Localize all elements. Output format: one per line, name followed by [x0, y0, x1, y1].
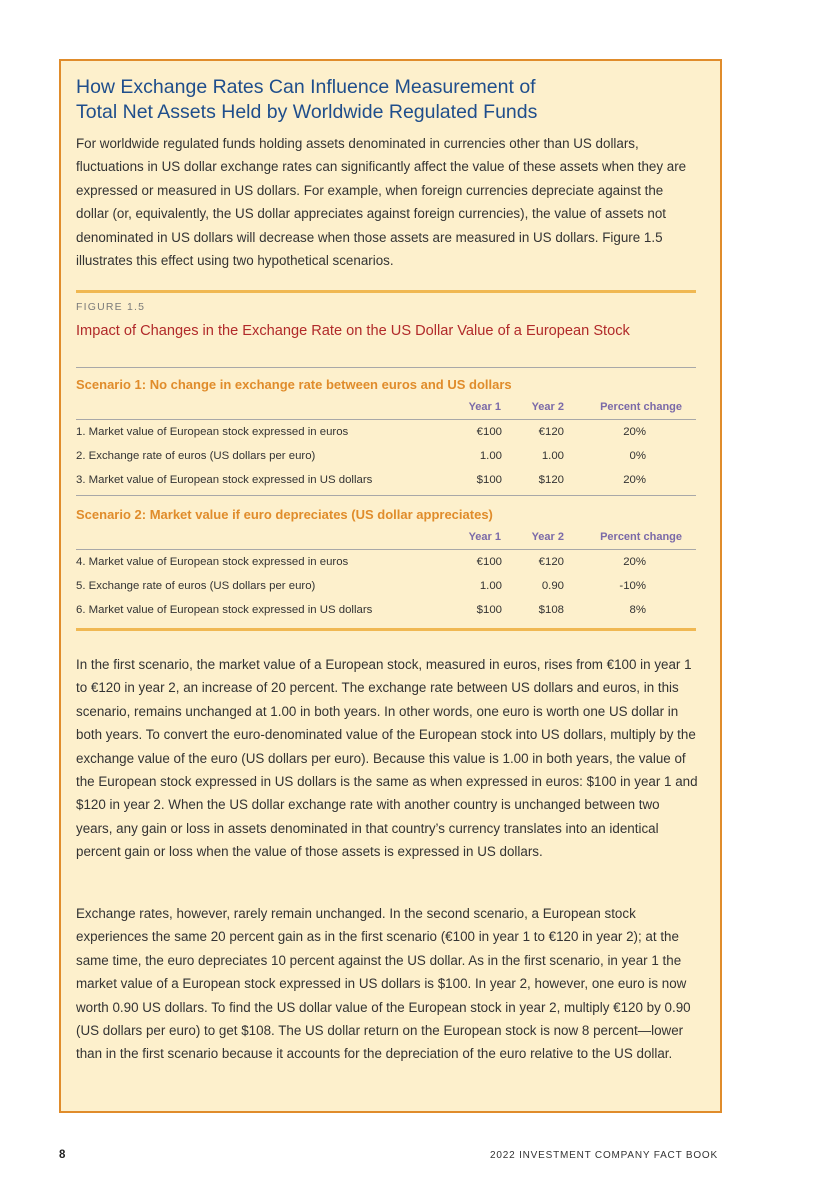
s1-row1-year2: €120	[538, 426, 564, 438]
sidebar-title-line2: Total Net Assets Held by Worldwide Regulated Funds	[76, 101, 538, 123]
s2-col-year2: Year 2	[531, 531, 564, 543]
sidebar-title-line1: How Exchange Rates Can Influence Measurement of	[76, 76, 536, 98]
s2-row4-pct: 20%	[623, 556, 646, 568]
s2-row5-year1: 1.00	[479, 580, 502, 592]
s1-row3-pct: 20%	[623, 474, 646, 486]
s2-row6-year2: $108	[538, 604, 564, 616]
s2-col-pct: Percent change	[600, 531, 682, 543]
s1-row1-label: 1. Market value of European stock expressed in euros	[76, 426, 349, 438]
s2-row4-year1: €100	[476, 556, 502, 568]
s2-row6-pct: 8%	[629, 604, 646, 616]
scenario2-title: Scenario 2: Market value if euro depreciates (US dollar appreciates)	[76, 507, 493, 522]
s2-row6-year1: $100	[476, 604, 502, 616]
s1-row2-year2: 1.00	[541, 450, 564, 462]
s2-header-rule	[76, 549, 696, 550]
s1-col-year2: Year 2	[531, 401, 564, 413]
s1-row2-label: 2. Exchange rate of euros (US dollars per euro)	[76, 450, 316, 462]
page-number: 8	[59, 1149, 66, 1161]
s2-row5-pct: -10%	[619, 580, 646, 592]
s1-bottom-rule	[76, 495, 696, 496]
figure-label: FIGURE 1.5	[76, 301, 146, 313]
s1-row3-year1: $100	[476, 474, 502, 486]
s2-row5-year2: 0.90	[541, 580, 564, 592]
s2-row4-year2: €120	[538, 556, 564, 568]
body-paragraph-1: In the first scenario, the market value of a European stock, measured in euros, rises from €100 in year 1 to €120 in year 2, an increase of 20 percent. The exchange rate between US dollars and euros, in this scenario, remains unchanged at 1.00 in both years. In other words, one euro is worth one US dollar in both years. To convert the euro-denominated value of the European stock into US dollars, multiply by the exchange value of the euro (US dollars per euro). Because this value is 1.00 in both years, the value of the European stock expressed in US dollars is the same as when expressed in euros: $100 in year 1 and $120 in year 2. When the US dollar exchange rate with another country is unchanged between two years, any gain or loss in assets denominated in that country’s currency translates into an identical percent gain or loss when the value of those assets is expressed in US dollars.	[76, 657, 698, 860]
s1-col-year1: Year 1	[468, 401, 501, 413]
sidebar-title	[76, 75, 698, 125]
s1-row1-pct: 20%	[623, 426, 646, 438]
figure-top-rule	[76, 290, 696, 293]
s2-row5-label: 5. Exchange rate of euros (US dollars per euro)	[76, 580, 316, 592]
running-footer: 2022 INVESTMENT COMPANY FACT BOOK	[490, 1150, 718, 1161]
figure-title: Impact of Changes in the Exchange Rate on the US Dollar Value of a European Stock	[76, 323, 630, 339]
sidebar-box	[59, 59, 722, 1113]
s2-col-year1: Year 1	[468, 531, 501, 543]
intro-paragraph: For worldwide regulated funds holding assets denominated in currencies other than US dollars, fluctuations in US dollar exchange rates can significantly affect the value of these assets when they are expressed or measured in US dollars. For example, when foreign currencies depreciate against the dollar (or, equivalently, the US dollar appreciates against foreign currencies), the value of assets not denominated in US dollars will decrease when those assets are measured in US dollars. Figure 1.5 illustrates this effect using two hypothetical scenarios.	[76, 136, 687, 269]
s1-row2-pct: 0%	[629, 450, 646, 462]
s2-row4-label: 4. Market value of European stock expressed in euros	[76, 556, 349, 568]
s1-col-pct: Percent change	[600, 401, 682, 413]
scenario1-title: Scenario 1: No change in exchange rate between euros and US dollars	[76, 377, 512, 392]
body-paragraph-2: Exchange rates, however, rarely remain unchanged. In the second scenario, a European stock experiences the same 20 percent gain as in the first scenario (€100 in year 1 to €120 in year 2); at the same time, the euro depreciates 10 percent against the US dollar. As in the first scenario, in year 1 the market value of a European stock expressed in US dollars is $100. In year 2, however, one euro is now worth 0.90 US dollars. To find the US dollar value of the European stock in year 2, multiply €120 by 0.90 (US dollars per euro) to get $108. The US dollar return on the European stock is now 8 percent—lower than in the first scenario because it accounts for the depreciation of the euro relative to the US dollar.	[76, 906, 691, 1062]
figure-bottom-rule	[76, 628, 696, 631]
figure-title-rule	[76, 367, 696, 368]
s1-row3-year2: $120	[538, 474, 564, 486]
s1-row1-year1: €100	[476, 426, 502, 438]
s2-row6-label: 6. Market value of European stock expressed in US dollars	[76, 604, 373, 616]
s1-row3-label: 3. Market value of European stock expressed in US dollars	[76, 474, 373, 486]
s1-row2-year1: 1.00	[479, 450, 502, 462]
s1-header-rule	[76, 419, 696, 420]
